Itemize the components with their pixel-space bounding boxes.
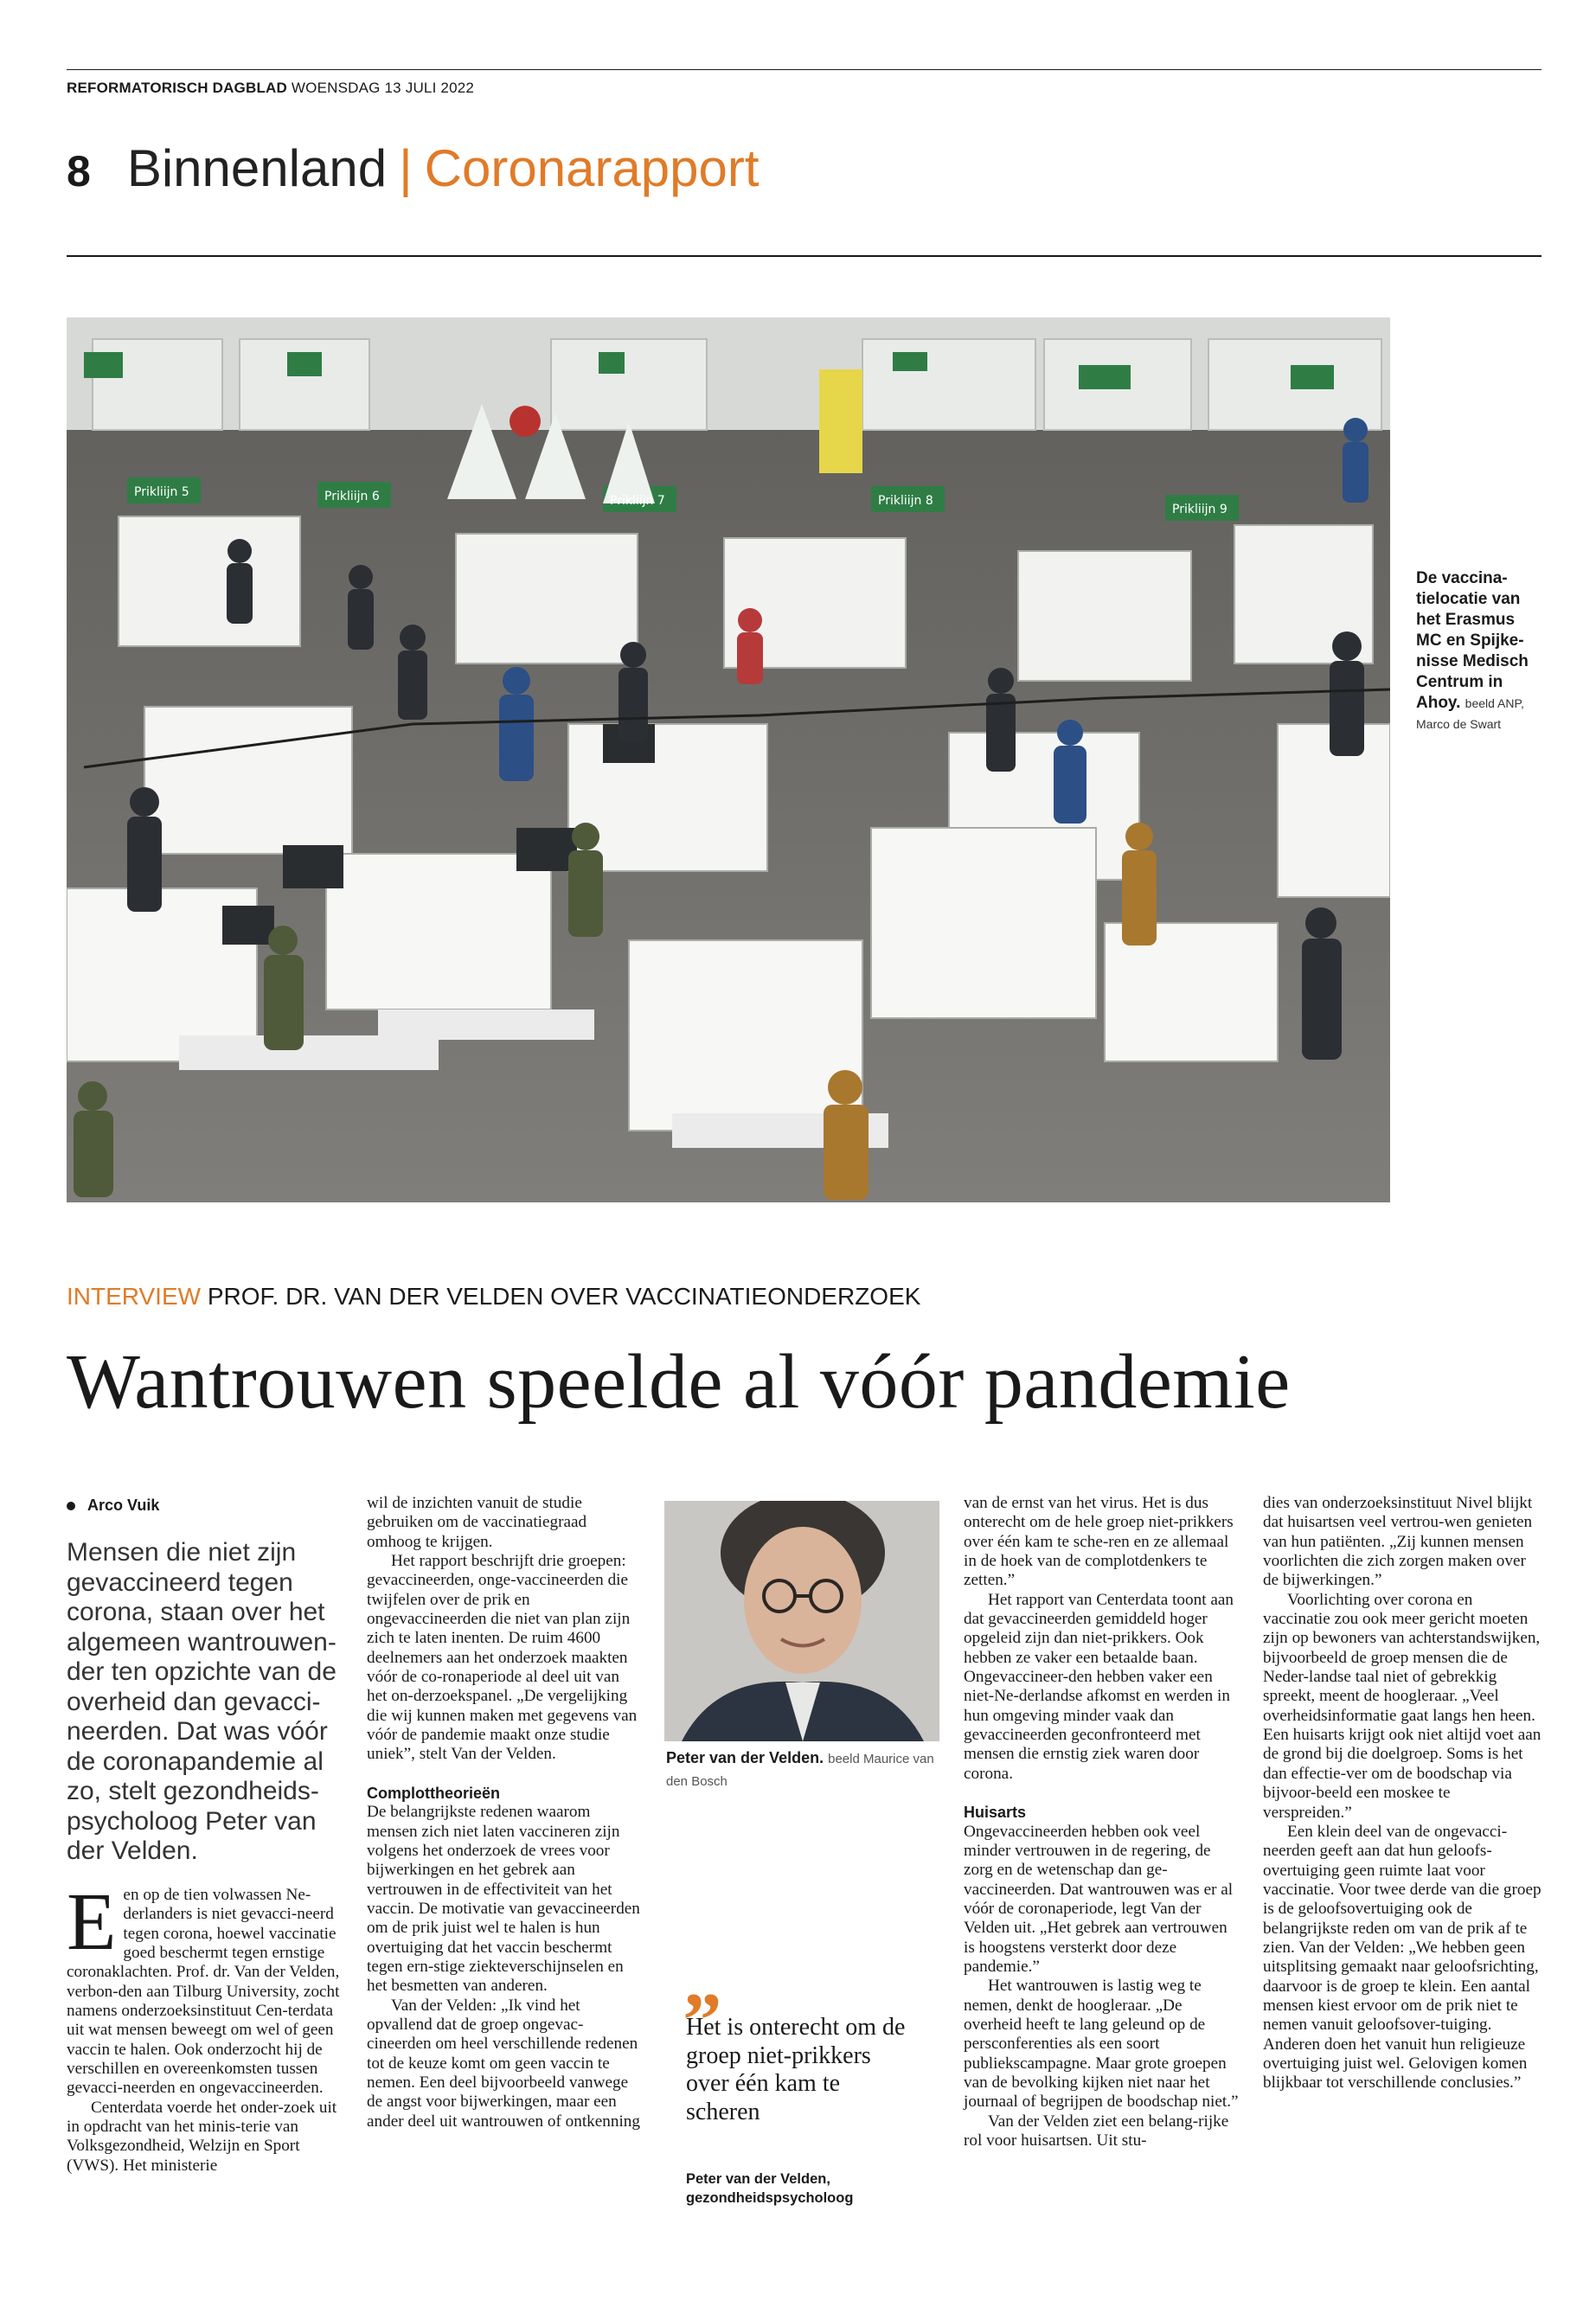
lane-sign-text: Prikliijn 8 [878,494,933,508]
portrait-caption-name: Peter van der Velden. [666,1749,824,1766]
column-5 [1263,1494,1542,2093]
body-paragraph: Het rapport beschrijft drie groepen: gevaccineerden, onge-vaccineerden die twijfelen over de prik en ongevaccineerden die niet van plan zijn zich te laten inenten. De ruim 4600 deelnemers aan het onderzoek maakten vóór de co-ronaperiode al deel uit van het on-derzoekspanel. „De vergelijking die wij kunnen maken met gegevens van vóór de pandemie maakt onze studie uniek”, stelt Van der Velden. [367,1552,638,1764]
subsection-name: Coronarapport [424,139,760,197]
body-paragraph: Voorlichting over corona en vaccinatie zou ook meer gericht moeten zijn op bewoners van achterstandswijken, bijvoorbeeld de groep mensen die de Neder-landse taal niet of gebrekkig spreekt, meent de hoogleraar. „Veel overheidsinformatie gaat langs hen heen. Een huisarts krijgt ook niet altijd voet aan de grond bij die doelgroep. Soms is het dan effectie-ver om de boodschap via bijvoor-beeld een moskee te verspreiden.” [1263,1590,1542,1822]
lane-sign-text: Prikliijn 6 [324,490,380,503]
page-number: 8 [67,147,91,195]
body-paragraph: Centerdata voerde het onder-zoek uit in opdracht van het minis-terie van Volksgezondheid, Welzijn en Sport (VWS). Het ministerie [67,2098,337,2175]
author-name: Arco Vuik [87,1497,160,1514]
byline-bullet-icon [67,1502,75,1510]
lane-sign-text: Prikliijn 9 [1172,503,1227,516]
pull-quote: Het is onterecht om de groep niet-prikkers over één kam te scheren [686,2014,906,2125]
paper-name: REFORMATORISCH DAGBLAD [67,80,287,96]
subheading-huisarts: Huisarts [964,1804,1027,1822]
kicker-text: PROF. DR. VAN DER VELDEN OVER VACCINATIEONDERZOEK [207,1283,921,1310]
body-paragraph: Van der Velden: „Ik vind het opvallend dat de groep ongevac-cineerden om heel verschillende redenen tot de keuze komt om geen vaccin te nemen. Een deel bijvoorbeeld vanwege de angst voor bijwerkingen, maar een ander deel uit wantrouwen of ontkenning [367,1996,640,2131]
byline [67,1497,159,1515]
body-paragraph: van de ernst van het virus. Het is dus onterecht om de hele groep niet-prikkers over één kam te sche-ren en ze allemaal in de hoek van de complotdenkers te zetten.” [964,1494,1234,1590]
kicker-label: INTERVIEW [67,1283,202,1310]
lane-sign-text: Prikliijn 5 [134,485,189,499]
section-rule [67,255,1542,257]
body-paragraph: Het wantrouwen is lastig weg te nemen, denkt de hoogleraar. „De overheid heeft te lang geleund op de persconferenties als een soort publiekscampagne. Maar grote groepen van de bevolking kijken niet naar het journaal of begrijpen de boodschap niet.” [964,1977,1239,2112]
column-2 [367,1494,644,2131]
photo-caption-text: De vaccina-tielocatie van het Erasmus MC en Spijke-nisse Medisch Centrum in Ahoy. [1416,569,1529,712]
body-paragraph: wil de inzichten vanuit de studie gebruiken om de vaccinatiegraad omhoog te krijgen. [367,1494,587,1551]
portrait-illustration [664,1501,939,1741]
masthead [67,80,474,97]
body-paragraph: dies van onderzoeksinstituut Nivel blijkt dat huisartsen veel vertrou-wen genieten van hun patiënten. „Zij kunnen mensen voorlichten die zich zorgen maken over de bijwerkingen.” [1263,1494,1533,1590]
body-paragraph: Van der Velden ziet een belang-rijke rol voor huisartsen. Uit stu- [964,2112,1229,2150]
vaccination-hall-illustration [67,317,1390,1202]
body-paragraph: Ongevaccineerden hebben ook veel minder vertrouwen in de regering, de zorg en de wetenschap dan ge-vaccineerden. Dat wantrouwen was er al vóór de coronaperiode, legt Van der Velden uit. „Het gebrek aan vertrouwen is hoogstens versterkt door deze pandemie.” [964,1822,1234,1976]
portrait-photo [664,1501,939,1741]
portrait-credit: beeld Maurice van den Bosch [666,1752,934,1789]
section-name: Binnenland [126,139,388,197]
top-rule [67,69,1542,70]
portrait-caption [666,1747,941,1792]
body-paragraph: De belangrijkste redenen waarom mensen zich niet laten vaccineren zijn volgens het onderzoek de vrees voor bijwerkingen en het gebrek aan vertrouwen in de effectiviteit van het vaccin. De motivatie van gevaccineerden om de prik juist wel te halen is hun overtuiging dat het vaccin beschermt tegen ern-stige ziekteverschijnselen en het besmetten van anderen. [367,1803,640,1996]
body-paragraph: Het rapport van Centerdata toont aan dat gevaccineerden gemiddeld hoger opgeleid zijn dan niet-prikkers. Ook hebben ze vaker een betaalde baan. Ongevaccineer-den hebben vaker een niet-Ne-derlandse afkomst en werden in hun omgeving minder vaak dan gevaccineerden geconfronteerd met mensen die ernstig ziek waren door corona. [964,1590,1234,1783]
kicker [67,1283,920,1311]
column-4 [964,1494,1240,2150]
column-1 [67,1877,343,2176]
quote-mark-icon: „ [683,1938,722,2023]
intro-paragraph: Mensen die niet zijn gevaccineerd tegen corona, staan over het algemeen wantrouwen-der ten opzichte van de overheid dan gevacci-neerden. Dat was vóór de coronapandemie al zo, stelt gezondheids-psycholoog Peter van der Velden. [67,1538,337,1865]
subheading-complottheorieen: Complottheorieën [367,1784,501,1802]
pull-quote-attribution: Peter van der Velden, gezondheidspsycholoog [686,2171,854,2206]
body-paragraph: Een op de tien volwassen Ne-derlanders is niet gevacci-neerd tegen corona, hoewel vaccinatie goed beschermt tegen ernstige coronaklachten. Prof. dr. Van der Velden, verbon-den aan Tilburg University, zocht namens onderzoeksinstituut Cen-terdata uit wat mensen beweegt om wel of geen vaccin te halen. Ook onderzocht hij de verschillen en overeenkomsten tussen gevacci-neerden en ongevaccineerden. [67,1877,340,2098]
issue-date: WOENSDAG 13 JULI 2022 [291,80,475,96]
drop-cap: E [67,1877,117,1967]
photo-credit: beeld ANP, Marco de Swart [1416,696,1524,731]
lane-sign-text: Prikliijn 7 [610,494,665,508]
headline: Wantrouwen speelde al vóór pandemie [67,1339,1291,1425]
section-separator: | [399,139,413,197]
main-photo [67,317,1390,1202]
body-paragraph: Een klein deel van de ongevacci-neerden geeft aan dat hun geloofs-overtuiging geen ruimte laat voor vaccinatie. Voor twee derde van die groep is de geloofsovertuiging ook de belangrijkste reden om van de prik af te zien. Van der Velden: „We hebben geen uitsplitsing gemaakt naar geloofsrichting, daarvoor is de groep te klein. Een aantal mensen kiest ervoor om de prik niet te nemen vanuit geloofsover-tuiging. Anderen doen het vanuit hun religieuze overtuiging juist wel. Gelovigen komen blijkbaar tot verschillende conclusies.” [1263,1822,1542,2093]
section-header [67,138,760,216]
photo-caption [1416,568,1537,734]
